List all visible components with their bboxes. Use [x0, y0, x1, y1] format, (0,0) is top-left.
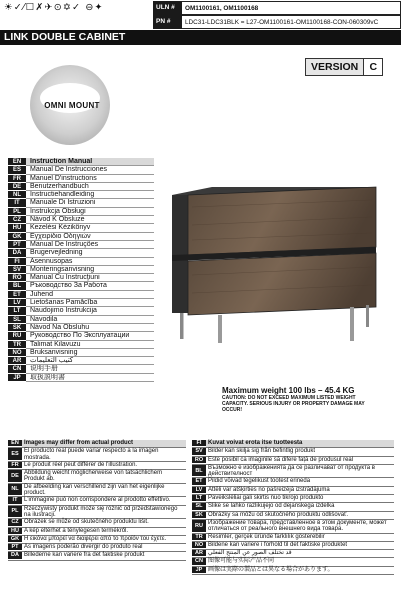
- language-row-pl: [8, 506, 186, 520]
- language-text: Руководство По Эксплуатации: [26, 332, 154, 340]
- language-code: PT: [8, 544, 22, 551]
- language-code: GK: [8, 233, 26, 241]
- max-weight-text: Maximum weight 100 lbs – 45.4 KG: [222, 386, 355, 395]
- language-row-bl: [192, 465, 394, 479]
- language-row-jp: [8, 374, 154, 382]
- language-text: Paveikslėliai gali skirtis nuo tikrojo produkto: [208, 495, 324, 502]
- language-code: ET: [192, 478, 206, 485]
- language-text: Navodila: [26, 316, 154, 324]
- language-code: ES: [8, 448, 22, 461]
- language-code: FR: [8, 462, 22, 469]
- language-row-da: [8, 249, 154, 257]
- language-row-ar: [8, 357, 154, 365]
- language-text: Slike se lahko razlikujejo od dejanskega izdelka: [208, 503, 335, 510]
- language-row-cz: [8, 216, 154, 224]
- language-row-it: [8, 199, 154, 207]
- language-code: IT: [8, 497, 22, 504]
- language-text: Návod Na Obsluhu: [26, 324, 154, 332]
- language-code: ES: [8, 166, 26, 174]
- language-code: PL: [8, 208, 26, 216]
- language-row-cz: [8, 519, 186, 527]
- language-row-hu: [8, 224, 154, 232]
- language-row-bl: [8, 282, 154, 290]
- language-text: Manual Cu Instrucţiuni: [26, 274, 154, 282]
- weight-warning: [222, 386, 372, 413]
- language-code: SK: [192, 512, 206, 519]
- language-code: EN: [8, 440, 22, 447]
- language-row-jp: [192, 567, 394, 575]
- language-text: Este posibil ca imaginile să difere față de produsul real: [208, 456, 354, 463]
- version-value: C: [369, 61, 378, 73]
- language-text: Asennusopas: [26, 258, 154, 266]
- language-text: Billederne kan variere fra det faktiske produkt: [24, 552, 145, 559]
- language-text: كتيب التعليمات: [26, 357, 154, 365]
- language-row-cn: [8, 365, 154, 373]
- language-code: DE: [8, 470, 22, 483]
- language-text: Obrázky sa môžu od skutočného produktu odlišovať.: [208, 511, 348, 518]
- language-text: 画像は実際の製品とは異なる場合があります。: [208, 566, 334, 573]
- language-row-ro: [8, 274, 154, 282]
- language-code: RO: [192, 457, 206, 464]
- language-text: Bildene kan variere i forhold til det faktiske produktet: [208, 541, 348, 548]
- language-row-ru: [8, 332, 154, 340]
- language-code: PT: [8, 241, 26, 249]
- language-text: Manual De Instrucciones: [26, 166, 154, 174]
- language-text: Instrukcja Obsługi: [26, 208, 154, 216]
- language-row-sk: [8, 324, 154, 332]
- language-text: Pildid võivad tegelikust tootest erineda: [208, 478, 311, 485]
- language-text: L'immagine può non corrispondere al prodotto effettivo.: [24, 497, 171, 504]
- language-code: NO: [8, 349, 26, 357]
- language-row-fr: [8, 175, 154, 183]
- page-title: LINK DOUBLE CABINET: [4, 31, 126, 43]
- logo-text: OMNI MOUNT: [44, 101, 100, 110]
- language-code: EN: [8, 158, 26, 166]
- language-text: 说明手册: [26, 365, 154, 373]
- language-code: SV: [8, 266, 26, 274]
- language-code: DA: [8, 552, 22, 559]
- language-code: TR: [8, 341, 26, 349]
- pn-row: [153, 15, 401, 29]
- language-row-et: [192, 478, 394, 486]
- cabinet-illustration: [168, 185, 380, 345]
- language-text: A kép eltérhet a ténylegesen termékről.: [24, 527, 129, 534]
- language-row-tr: [8, 341, 154, 349]
- language-text: Le produit réel peut différer de l'illustration.: [24, 461, 138, 468]
- caution-text: CAUTION: DO NOT EXCEED MAXIMUM LISTED WEIGHT CAPACITY. SERIOUS INJURY OR PROPERTY DAMAGE MAY OCCUR!: [222, 395, 365, 413]
- pn-value: LDC31-LDC31BLK = L27-OM1100161-OM1100168-CON-060309vC: [182, 15, 401, 29]
- language-code: SK: [8, 324, 26, 332]
- language-code: SL: [8, 316, 26, 324]
- language-row-no: [8, 349, 154, 357]
- language-code: SV: [192, 448, 206, 455]
- language-code: IT: [8, 199, 26, 207]
- language-row-es: [8, 448, 186, 462]
- pn-label: PN #: [153, 15, 182, 29]
- language-text: 取扱説明書: [26, 374, 154, 382]
- language-code: PL: [8, 506, 22, 519]
- uln-value: OM1100161, OM1100168: [182, 1, 401, 15]
- language-code: HU: [8, 528, 22, 535]
- language-text: Naudojimo Instrukcija: [26, 307, 154, 315]
- language-row-es: [8, 166, 154, 174]
- language-text: El producto real puede variar respecto a la imagen mostrada.: [24, 448, 159, 461]
- language-row-nl: [8, 484, 186, 498]
- language-text: Изображение товара, представленное в этом документе, может отличаться от реального внешнего вида товара.: [208, 519, 387, 533]
- omnimount-logo: [30, 65, 110, 145]
- language-code: AR: [192, 550, 206, 557]
- language-row-pl: [8, 208, 154, 216]
- language-code: LV: [192, 487, 206, 494]
- language-text: Instruction Manual: [26, 158, 154, 166]
- language-code: TR: [192, 534, 206, 541]
- language-text: Abbildung weicht möglicherweise von tatsächlichem Produkt ab.: [24, 470, 163, 483]
- language-code: GK: [8, 536, 22, 543]
- language-text: De afbeelding kan verschillend zijn van het eigenlijke product.: [24, 483, 165, 497]
- language-text: Manual De Instruções: [26, 241, 154, 249]
- language-row-gk: [8, 233, 154, 241]
- language-text: Възможно е изображенията да се различават от продукта в действителност: [208, 464, 375, 478]
- language-text: Monteringsanvisning: [26, 266, 154, 274]
- language-row-lv: [8, 299, 154, 307]
- language-text: Manuale Di Istruzioni: [26, 199, 154, 207]
- language-code: AR: [8, 357, 26, 365]
- language-row-de: [8, 470, 186, 484]
- language-row-fr: [8, 462, 186, 470]
- language-glyph-row: ☀✓⁄☐✗✈⊙✡✓ ⊖✦: [4, 2, 104, 13]
- language-code: HU: [8, 224, 26, 232]
- language-row-no: [192, 542, 394, 550]
- language-row-ro: [192, 457, 394, 465]
- language-text: Juhend: [26, 291, 154, 299]
- language-code: LV: [8, 299, 26, 307]
- language-row-pt: [8, 241, 154, 249]
- language-code: CZ: [8, 519, 22, 526]
- language-text: Brugervejledning: [26, 249, 154, 257]
- language-code: FI: [8, 258, 26, 266]
- language-text: 图像可能与实际产品不同: [208, 558, 275, 565]
- uln-row: [153, 1, 401, 15]
- language-row-sl: [192, 503, 394, 511]
- language-row-pt: [8, 544, 186, 552]
- language-code: CN: [8, 365, 26, 373]
- language-code: NL: [8, 484, 22, 497]
- language-code: RU: [192, 520, 206, 533]
- language-code: BL: [8, 282, 26, 290]
- language-code: SL: [192, 503, 206, 510]
- language-row-sk: [192, 512, 394, 520]
- language-text: Manuel D'instructions: [26, 175, 154, 183]
- language-code: JP: [192, 567, 206, 574]
- title-bar: [0, 30, 401, 45]
- product-id-table: [153, 0, 401, 30]
- version-box: [305, 58, 383, 76]
- language-row-lt: [192, 495, 394, 503]
- language-text: Talimat Kilavuzu: [26, 341, 154, 349]
- language-text: Bilder kan skilja sig från befintlig produkt: [208, 448, 316, 455]
- language-row-en: [8, 440, 186, 448]
- language-text: Εγχειρίδιο Οδηγιών: [26, 233, 154, 241]
- language-row-gk: [8, 536, 186, 544]
- language-text: قد تختلف الصور عن المنتج الفعلي: [208, 550, 292, 557]
- disclaimer-table-right: [192, 440, 394, 575]
- language-text: Bruksanvisning: [26, 349, 154, 357]
- language-text: Instructiehandleiding: [26, 191, 154, 199]
- language-code: FR: [8, 175, 26, 183]
- language-text: Návod K Obsluze: [26, 216, 154, 224]
- language-row-lt: [8, 307, 154, 315]
- language-text: Kuvat voivat erota itse tuotteesta: [206, 440, 394, 447]
- uln-label: ULN #: [153, 1, 182, 15]
- language-row-sl: [8, 316, 154, 324]
- language-text: Kezelési Kézikönyv: [26, 224, 154, 232]
- language-text: Resimler, gerçek üründe farklılık gösterebilir: [208, 533, 325, 540]
- language-code: CN: [192, 558, 206, 565]
- language-row-en: [8, 158, 154, 166]
- language-text: Attēli var atšķirties no pašreizējā izstrādājuma: [208, 486, 330, 493]
- language-text: Benutzerhandbuch: [26, 183, 154, 191]
- language-code: LT: [192, 495, 206, 502]
- language-code: RO: [8, 274, 26, 282]
- language-code: DA: [8, 249, 26, 257]
- language-row-ru: [192, 520, 394, 534]
- language-row-et: [8, 291, 154, 299]
- language-text: Images may differ from actual product: [22, 440, 186, 447]
- language-row-de: [8, 183, 154, 191]
- language-code: ET: [8, 291, 26, 299]
- language-row-cn: [192, 558, 394, 566]
- language-code: DE: [8, 183, 26, 191]
- language-code: JP: [8, 374, 26, 382]
- language-code: RU: [8, 332, 26, 340]
- language-row-it: [8, 497, 186, 505]
- language-row-sv: [192, 448, 394, 456]
- language-text: As imagens poderão divergir do produto real: [24, 544, 143, 551]
- manual-language-list: [8, 158, 154, 382]
- language-row-hu: [8, 528, 186, 536]
- language-row-da: [8, 552, 186, 560]
- language-text: Ръководство За Работа: [26, 282, 154, 290]
- language-row-nl: [8, 191, 154, 199]
- language-row-lv: [192, 487, 394, 495]
- language-code: LT: [8, 307, 26, 315]
- version-label: VERSION: [306, 59, 364, 75]
- language-text: Rzeczywisty produkt może się różnić od przedstawionego na ilustracji.: [24, 505, 178, 518]
- disclaimer-table-left: [8, 440, 186, 561]
- language-code: NO: [192, 542, 206, 549]
- language-code: CZ: [8, 216, 26, 224]
- language-code: NL: [8, 191, 26, 199]
- language-code: BL: [192, 465, 206, 478]
- language-text: Η εικόνα μπορεί να διαφέρει από το προϊόν του έχετε.: [24, 535, 167, 542]
- language-row-fi: [8, 258, 154, 266]
- language-code: FI: [192, 440, 206, 447]
- language-row-sv: [8, 266, 154, 274]
- language-text: Lietošanas Pamācība: [26, 299, 154, 307]
- language-text: Obrázek se může od skutečného produktu lišit.: [24, 519, 149, 526]
- language-row-tr: [192, 534, 394, 542]
